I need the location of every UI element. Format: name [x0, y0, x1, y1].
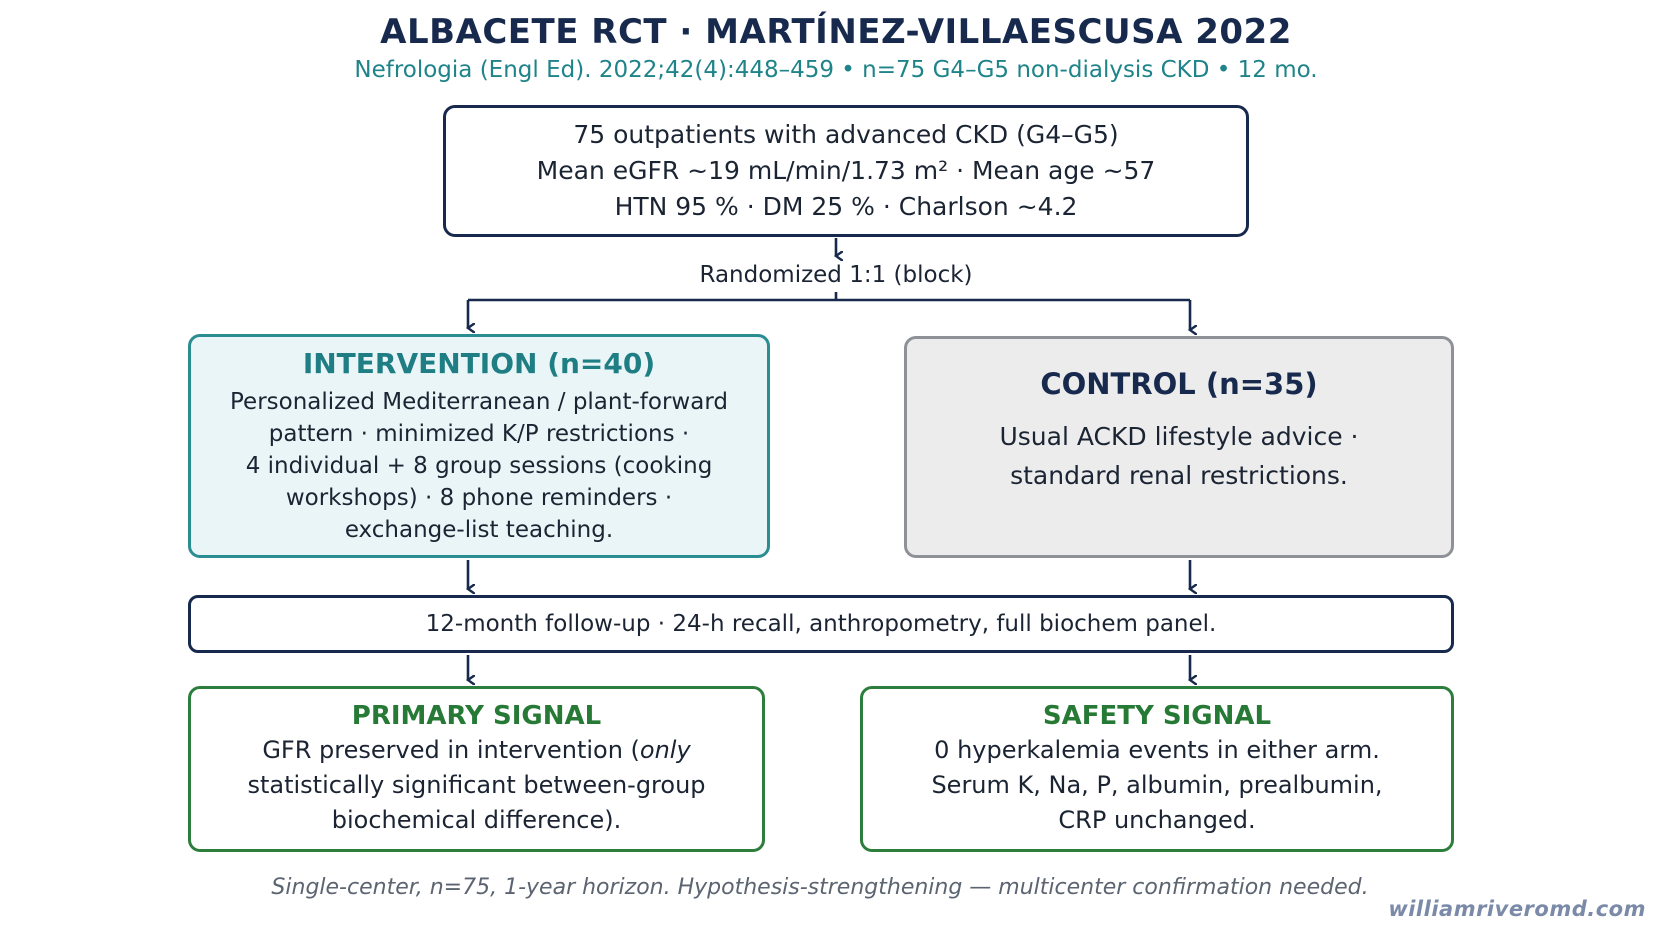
primary-signal-emphasis: only — [639, 736, 691, 764]
followup-box — [188, 595, 1454, 653]
footer-note: Single-center, n=75, 1-year horizon. Hypothesis-strengthening — multicenter confirmation needed. — [271, 875, 1369, 900]
intervention-title: INTERVENTION (n=40) — [302, 347, 656, 380]
population-box — [443, 105, 1249, 237]
primary-signal-line-3: biochemical difference). — [331, 806, 622, 834]
intervention-line-5: exchange-list teaching. — [344, 517, 614, 543]
control-title: CONTROL (n=35) — [1040, 367, 1318, 401]
primary-signal-line-1 — [262, 733, 690, 768]
primary-signal-line-2: statistically significant between-group — [247, 771, 706, 799]
safety-signal-line-3: CRP unchanged. — [1058, 806, 1256, 834]
safety-signal-line-1: 0 hyperkalemia events in either arm. — [934, 736, 1380, 764]
diagram-title: ALBACETE RCT · MARTÍNEZ-VILLAESCUSA 2022 — [380, 12, 1292, 52]
safety-signal-box — [860, 686, 1454, 852]
randomization-label — [0, 262, 1672, 288]
primary-signal-line-1-text: GFR preserved in intervention ( — [262, 736, 640, 764]
followup-text: 12-month follow-up · 24-h recall, anthropometry, full biochem panel. — [425, 611, 1217, 637]
intervention-line-1: Personalized Mediterranean / plant-forward — [230, 389, 728, 415]
population-line-3: HTN 95 % · DM 25 % · Charlson ~4.2 — [614, 192, 1078, 221]
randomization-label-text: Randomized 1:1 (block) — [693, 262, 978, 288]
intervention-box — [188, 334, 770, 558]
control-line-2: standard renal restrictions. — [1010, 461, 1348, 490]
control-line-1: Usual ACKD lifestyle advice · — [999, 422, 1359, 451]
safety-signal-title: SAFETY SIGNAL — [1042, 701, 1272, 731]
intervention-line-3: 4 individual + 8 group sessions (cooking — [245, 453, 713, 479]
safety-signal-line-2: Serum K, Na, P, albumin, prealbumin, — [931, 771, 1383, 799]
population-line-2: Mean eGFR ~19 mL/min/1.73 m² · Mean age ~57 — [536, 156, 1156, 185]
site-credit: williamriveromd.com — [1388, 897, 1646, 921]
intervention-line-4: workshops) · 8 phone reminders · — [285, 485, 673, 511]
primary-signal-title: PRIMARY SIGNAL — [351, 701, 602, 731]
population-line-1: 75 outpatients with advanced CKD (G4–G5) — [573, 120, 1119, 149]
primary-signal-box — [188, 686, 765, 852]
intervention-line-2: pattern · minimized K/P restrictions · — [268, 421, 690, 447]
diagram-subtitle: Nefrologia (Engl Ed). 2022;42(4):448–459 • n=75 G4–G5 non-dialysis CKD • 12 mo. — [354, 57, 1318, 83]
control-box — [904, 336, 1454, 558]
